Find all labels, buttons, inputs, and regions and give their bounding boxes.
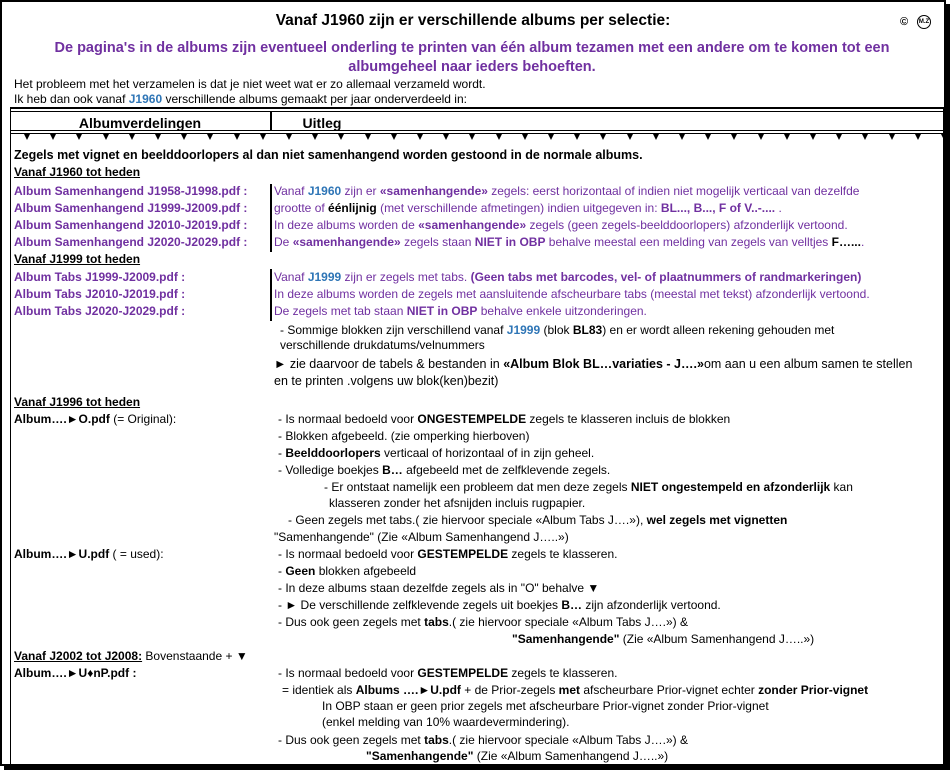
triangle-marker-row [10, 132, 944, 142]
tabs-bar [270, 269, 272, 321]
album-samenhangend-2020: Album Samenhangend J2020-J2029.pdf : [14, 235, 248, 249]
album-samenhangend-1958: Album Samenhangend J1958-J1998.pdf : [14, 184, 248, 198]
samenhangend-text-3: In deze albums worden de «samenhangende» zegels (geen zegels-beelddoorlopers) afzonderlijk vertoond. [274, 218, 848, 232]
album-unp-line-3: In OBP staan er geen prior zegels met afscheurbare Prior-vignet zonder Prior-vignet [322, 699, 769, 713]
blok-note-1: - Sommige blokken zijn verschillend vanaf J1999 (blok BL83) en er wordt alleen rekening gehouden met [280, 323, 835, 337]
album-u-line-6: "Samenhangende" (Zie «Album Samenhangend J…..») [512, 632, 815, 646]
triangle-marker [679, 134, 685, 140]
album-o-line-1: - Is normaal bedoeld voor ONGESTEMPELDE zegels te klasseren incluis de blokken [278, 412, 731, 426]
samenhangend-text-2: grootte of éénlijnig (met verschillende afmetingen) indien uitgegeven in: BL..., B..., F of V..-.... . [274, 201, 782, 215]
tabs-text-3: De zegels met tab staan NIET in OBP behalve enkele uitzonderingen. [274, 304, 647, 318]
triangle-marker [155, 134, 161, 140]
triangle-marker [810, 134, 816, 140]
album-tabs-1999: Album Tabs J1999-J2009.pdf : [14, 270, 186, 284]
triangle-marker [260, 134, 266, 140]
album-o-line-8: "Samenhangende" (Zie «Album Samenhangend J…..») [274, 530, 569, 544]
triangle-marker [50, 134, 56, 140]
triangle-marker [758, 134, 764, 140]
album-u-line-5: - Dus ook geen zegels met tabs.( zie hiervoor speciale «Album Tabs J….») & [278, 615, 688, 629]
triangle-marker [941, 134, 946, 140]
right-rule [943, 107, 944, 764]
section-vanaf-j1996: Vanaf J1996 tot heden [14, 395, 141, 409]
tabs-text-2: In deze albums worden de zegels met aansluitende afscheurbare tabs (meestal met tekst) afzonderlijk vertoond. [274, 287, 870, 301]
triangle-marker [836, 134, 842, 140]
album-unp-line-2: = identiek als Albums ….►U.pdf + de Prior-zegels met afscheurbare Prior-vignet echter zonder Prior-vignet [282, 683, 869, 697]
album-unp-label: Album….►U♦nP.pdf : [14, 666, 137, 680]
triangle-marker [469, 134, 475, 140]
blok-note-3: ► zie daarvoor de tabels & bestanden in «Album Blok BL…variaties - J….»om aan u een album samen te stellen [274, 357, 913, 371]
triangle-marker [391, 134, 397, 140]
triangle-marker [731, 134, 737, 140]
album-unp-line-4: (enkel melding van 10% waardevermindering). [322, 715, 570, 729]
general-note: Zegels met vignet en beelddoorlopers al dan niet samenhangend worden gestoond in de normale albums. [14, 148, 643, 162]
page-title: Vanaf J1960 zijn er verschillende albums per selectie: [275, 12, 671, 29]
triangle-marker [653, 134, 659, 140]
left-rule [10, 107, 11, 764]
album-tabs-2020: Album Tabs J2020-J2029.pdf : [14, 304, 186, 318]
album-o-label: Album….►O.pdf (= Original): [14, 412, 177, 426]
album-samenhangend-1999: Album Samenhangend J1999-J2009.pdf : [14, 201, 248, 215]
album-o-line-2: - Blokken afgebeeld. (zie omperking hierboven) [278, 429, 530, 443]
triangle-marker [417, 134, 423, 140]
album-o-line-5: - Er ontstaat namelijk een probleem dat men deze zegels NIET ongestempeld en afzonderlijk kan [324, 480, 853, 494]
album-unp-line-5: - Dus ook geen zegels met tabs.( zie hiervoor speciale «Album Tabs J….») & [278, 733, 688, 747]
triangle-marker [443, 134, 449, 140]
tabs-text-1: Vanaf J1999 zijn er zegels met tabs. (Geen tabs met barcodes, vel- of plaatnummers of randmarkeringen) [274, 270, 862, 284]
album-unp-line-1: - Is normaal bedoeld voor GESTEMPELDE zegels te klasseren. [278, 666, 618, 680]
triangle-marker [76, 134, 82, 140]
author-seal: M.Z [917, 15, 931, 29]
triangle-marker [705, 134, 711, 140]
album-o-line-6: klasseren zonder het afsnijden incluis rugpapier. [329, 496, 586, 510]
triangle-marker [234, 134, 240, 140]
triangle-marker [207, 134, 213, 140]
triangle-marker [496, 134, 502, 140]
divider-top-thin [10, 111, 944, 112]
album-tabs-2010: Album Tabs J2010-J2019.pdf : [14, 287, 186, 301]
header-albumverdelingen: Albumverdelingen [78, 115, 202, 131]
album-u-line-2: - Geen blokken afgebeeld [278, 564, 417, 578]
triangle-marker [103, 134, 109, 140]
triangle-marker [24, 134, 30, 140]
album-unp-line-6: "Samenhangende" (Zie «Album Samenhangend J…..») [366, 749, 669, 763]
intro-purple: De pagina's in de albums zijn eventueel onderling te printen van één album tezamen met een andere om te komen tot een albumgeheel naar ieders behoeften. [54, 40, 890, 75]
album-samenhangend-2010: Album Samenhangend J2010-J2019.pdf : [14, 218, 248, 232]
album-o-line-3: - Beelddoorlopers verticaal of horizontaal of in zijn geheel. [278, 446, 595, 460]
triangle-marker [522, 134, 528, 140]
blok-note-2: verschillende drukdatums/velnummers [280, 338, 485, 352]
triangle-marker [862, 134, 868, 140]
triangle-marker [181, 134, 187, 140]
triangle-marker [915, 134, 921, 140]
triangle-marker [784, 134, 790, 140]
album-u-line-1: - Is normaal bedoeld voor GESTEMPELDE zegels te klasseren. [278, 547, 618, 561]
triangle-marker [312, 134, 318, 140]
album-u-label: Album….►U.pdf ( = used): [14, 547, 164, 561]
album-u-line-4: - ► De verschillende zelfklevende zegels uit boekjes B… zijn afzonderlijk vertoond. [278, 598, 721, 612]
triangle-marker [889, 134, 895, 140]
triangle-marker [548, 134, 554, 140]
album-o-line-4: - Volledige boekjes B… afgebeeld met de zelfklevende zegels. [278, 463, 611, 477]
samenhangend-text-1: Vanaf J1960 zijn er «samenhangende» zegels: eerst horizontaal of indien niet mogelijk verticaal van dezelfde [274, 184, 860, 198]
intro-line-1: Het probleem met het verzamelen is dat je niet weet wat er zo allemaal verzameld wordt. [14, 77, 486, 91]
triangle-marker [338, 134, 344, 140]
triangle-marker [574, 134, 580, 140]
section-vanaf-j1999: Vanaf J1999 tot heden [14, 252, 141, 266]
triangle-marker [627, 134, 633, 140]
triangle-marker [365, 134, 371, 140]
triangle-marker [129, 134, 135, 140]
album-o-line-7: - Geen zegels met tabs.( zie hiervoor speciale «Album Tabs J….»), wel zegels met vignetten [288, 513, 788, 527]
section-vanaf-j2002: Vanaf J2002 tot J2008: Bovenstaande + ▼ [14, 649, 248, 663]
section-vanaf-j1960: Vanaf J1960 tot heden [14, 165, 141, 179]
header-uitleg: Uitleg [302, 115, 342, 131]
samenhangend-text-4: De «samenhangende» zegels staan NIET in OBP behalve meestal een melding van zegels van velltjes F….... [274, 235, 865, 249]
triangle-marker [286, 134, 292, 140]
blok-note-4: en te printen .volgens uw blok(ken)bezit) [274, 374, 499, 388]
copyright-symbol: © [900, 16, 909, 28]
intro-line-2: Ik heb dan ook vanaf J1960 verschillende albums gemaakt per jaar onderverdeeld in: [14, 92, 467, 106]
divider-top [10, 107, 944, 109]
album-u-line-3: - In deze albums staan dezelfde zegels als in "O" behalve ▼ [278, 581, 600, 595]
samenhangend-bar [270, 184, 272, 252]
triangle-marker [600, 134, 606, 140]
